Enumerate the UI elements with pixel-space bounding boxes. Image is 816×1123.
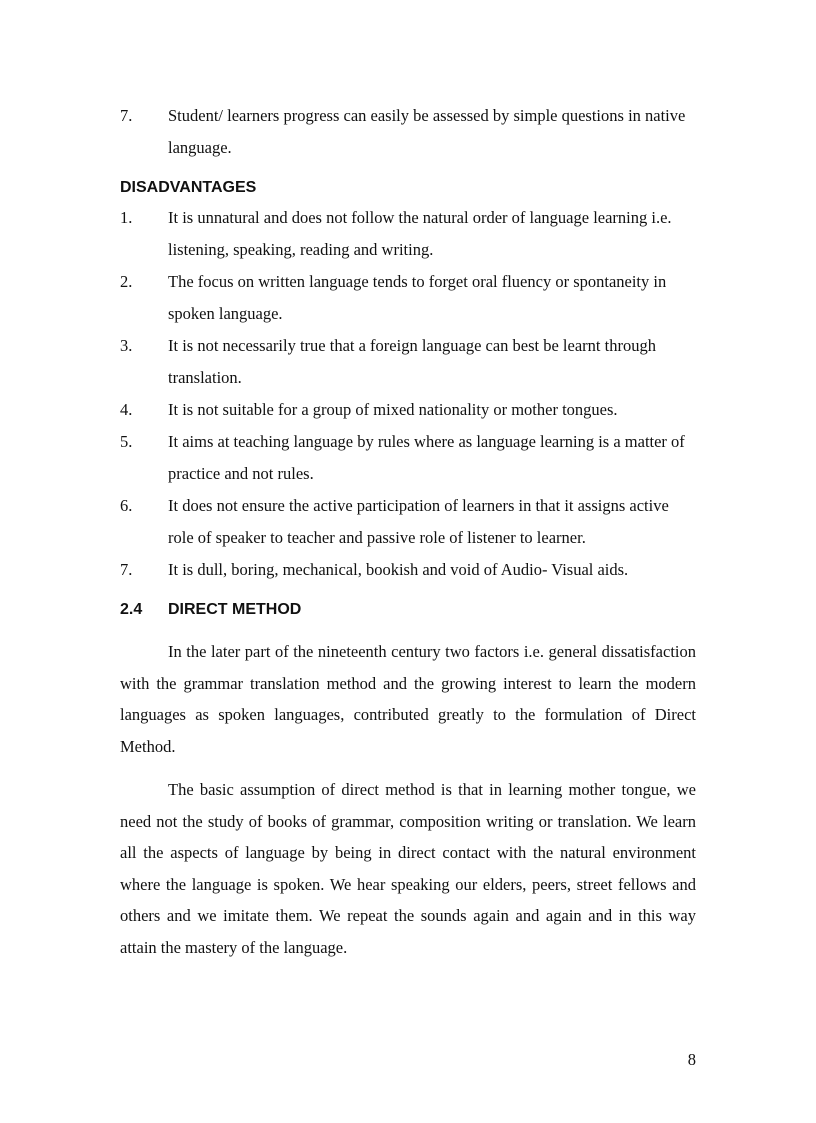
section-number: 2.4 bbox=[120, 601, 143, 618]
list-item-text: It aims at teaching language by rules where as language learning is a matter of practice and not rules. bbox=[168, 432, 685, 483]
list-item bbox=[120, 202, 696, 266]
list-item-number: 1. bbox=[120, 208, 133, 227]
list-item-number: 4. bbox=[120, 400, 133, 419]
list-item-number: 2. bbox=[120, 272, 133, 291]
list-item-text: It is not suitable for a group of mixed nationality or mother tongues. bbox=[168, 400, 618, 419]
list-item-number: 7. bbox=[120, 106, 133, 125]
list-item-text: It does not ensure the active participation of learners in that it assigns active role of speaker to teacher and passive role of listener to learner. bbox=[168, 496, 669, 547]
page-content bbox=[120, 100, 696, 975]
disadvantages-heading: DISADVANTAGES bbox=[120, 179, 257, 196]
page-number: 8 bbox=[687, 1050, 696, 1069]
list-item-text: It is not necessarily true that a foreign language can best be learnt through translation. bbox=[168, 336, 656, 387]
list-item bbox=[120, 394, 696, 426]
list-item bbox=[120, 330, 696, 394]
list-item bbox=[120, 266, 696, 330]
list-item bbox=[120, 554, 696, 586]
list-item-number: 3. bbox=[120, 336, 133, 355]
list-item-text: It is unnatural and does not follow the natural order of language learning i.e. listening, speaking, reading and writing. bbox=[168, 208, 672, 259]
section-heading bbox=[120, 598, 696, 622]
list-item bbox=[120, 426, 696, 490]
body-paragraph: In the later part of the nineteenth century two factors i.e. general dissatisfaction with the grammar translation method and the growing interest to learn the modern languages as spoken languages, contributed greatly to the formulation of Direct Method. bbox=[120, 642, 696, 756]
list-item-number: 5. bbox=[120, 432, 133, 451]
list-item-text: It is dull, boring, mechanical, bookish and void of Audio- Visual aids. bbox=[168, 560, 629, 579]
list-item-number: 6. bbox=[120, 496, 133, 515]
list-item bbox=[120, 490, 696, 554]
list-item-text: The focus on written language tends to forget oral fluency or spontaneity in spoken language. bbox=[168, 272, 667, 323]
body-paragraph: The basic assumption of direct method is that in learning mother tongue, we need not the study of books of grammar, composition writing or translation. We learn all the aspects of language by being in direct contact with the natural environment where the language is spoken. We hear speaking our elders, peers, street fellows and others and we imitate them. We repeat the sounds again and again and in this way attain the mastery of the language. bbox=[120, 780, 696, 957]
disadvantages-list bbox=[120, 202, 696, 586]
section-title: DIRECT METHOD bbox=[168, 601, 302, 618]
list-item-text: Student/ learners progress can easily be assessed by simple questions in native language. bbox=[168, 106, 686, 157]
list-item bbox=[120, 100, 696, 164]
list-item-number: 7. bbox=[120, 560, 133, 579]
